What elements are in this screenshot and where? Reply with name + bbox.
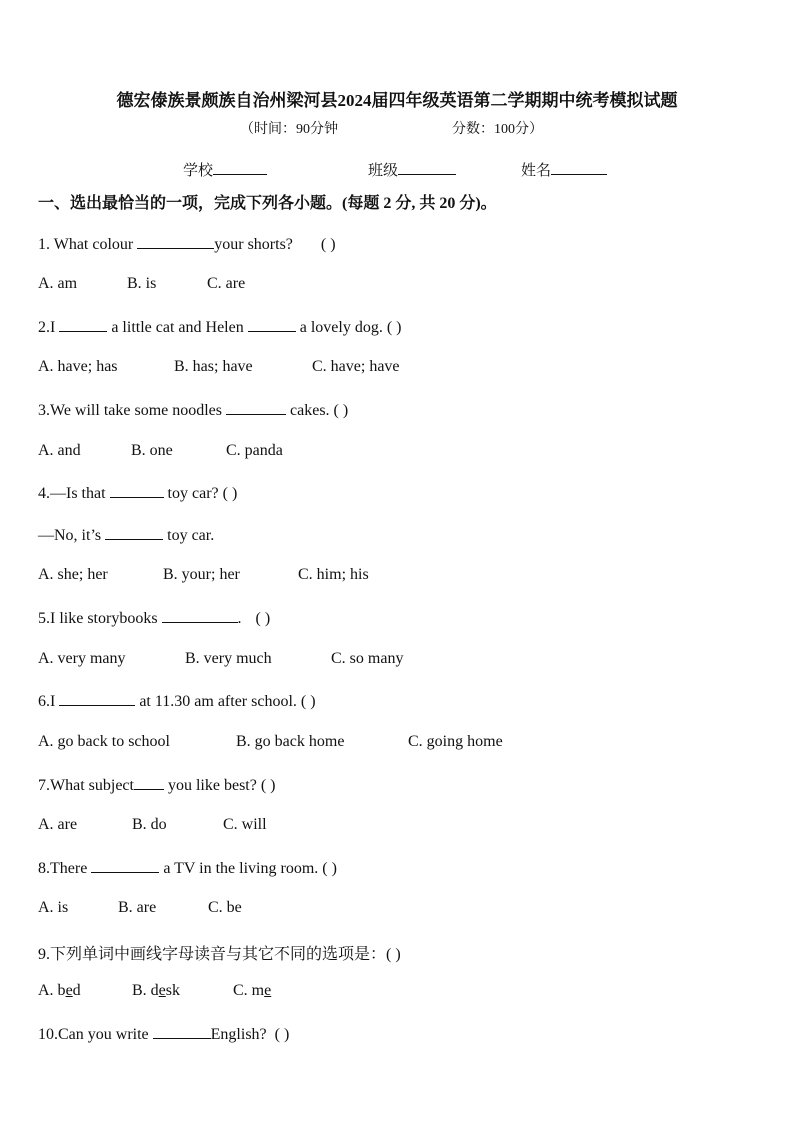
options-9 xyxy=(38,982,271,1000)
options-3 xyxy=(38,442,283,460)
answer-blank[interactable] xyxy=(162,608,238,623)
answer-blank[interactable] xyxy=(105,525,163,540)
option-b[interactable]: B. has; have xyxy=(174,358,253,375)
section-heading: 一、选出最恰当的一项，完成下列各小题。(每题 2 分, 共 20 分)。 xyxy=(38,195,497,212)
class-field[interactable] xyxy=(368,159,456,180)
answer-blank[interactable] xyxy=(59,691,135,706)
option-c[interactable]: C. panda xyxy=(226,442,283,459)
options-2 xyxy=(38,358,400,376)
answer-blank[interactable] xyxy=(110,483,164,498)
option-a[interactable]: A. and xyxy=(38,442,81,459)
question-number: 9. xyxy=(38,946,50,963)
question-text: a lovely dog. xyxy=(295,319,383,336)
question-text: I like storybooks xyxy=(50,610,162,627)
option-b[interactable]: B. are xyxy=(118,899,157,916)
question-8 xyxy=(38,858,337,878)
question-text: I xyxy=(50,319,60,336)
question-number: 4. xyxy=(38,485,50,502)
option-c[interactable] xyxy=(233,982,271,1000)
option-rest: sk xyxy=(165,982,181,999)
question-9 xyxy=(38,941,401,964)
question-5 xyxy=(38,608,270,628)
question-text: toy car? xyxy=(163,485,219,502)
question-6 xyxy=(38,691,316,711)
option-a[interactable]: A. go back to school xyxy=(38,733,170,750)
question-text: I xyxy=(50,693,60,710)
name-blank[interactable] xyxy=(551,160,607,175)
question-number: 1. xyxy=(38,236,50,253)
question-text: a little cat and Helen xyxy=(107,319,248,336)
question-text: a TV in the living room. xyxy=(159,860,319,877)
option-c[interactable]: C. so many xyxy=(331,650,404,667)
question-text: . xyxy=(237,610,242,627)
option-c[interactable]: C. be xyxy=(208,899,242,916)
option-b[interactable]: B. one xyxy=(131,442,173,459)
question-number: 6. xyxy=(38,693,50,710)
school-label: 学校 xyxy=(183,163,214,179)
question-text: Can you write xyxy=(58,1026,153,1043)
answer-paren[interactable]: ( ) xyxy=(274,1026,290,1043)
question-text: toy car. xyxy=(163,527,215,544)
question-text: What subject xyxy=(50,777,134,794)
question-text: —Is that xyxy=(50,485,110,502)
school-blank[interactable] xyxy=(213,160,267,175)
options-5 xyxy=(38,650,403,668)
option-c[interactable]: C. will xyxy=(223,816,267,833)
underlined-letter: e xyxy=(264,982,272,999)
option-c[interactable]: C. him; his xyxy=(298,566,369,583)
answer-paren[interactable]: ( ) xyxy=(255,610,271,627)
option-a[interactable]: A. are xyxy=(38,816,78,833)
option-a[interactable]: A. have; has xyxy=(38,358,118,375)
answer-blank[interactable] xyxy=(91,858,159,873)
options-1 xyxy=(38,275,245,293)
underlined-letter: e xyxy=(65,982,73,999)
question-number: 10. xyxy=(38,1026,58,1043)
question-2 xyxy=(38,317,401,337)
question-4-reply xyxy=(38,525,214,545)
option-label: C. m xyxy=(233,982,265,999)
question-number: 3. xyxy=(38,402,50,419)
option-b[interactable] xyxy=(132,982,233,1000)
answer-paren[interactable]: ( ) xyxy=(333,402,349,419)
name-field[interactable] xyxy=(521,159,607,180)
question-number: 2. xyxy=(38,319,50,336)
question-text: We will take some noodles xyxy=(50,402,227,419)
question-1 xyxy=(38,234,336,254)
option-b[interactable]: B. very much xyxy=(185,650,272,667)
question-text: —No, it’s xyxy=(38,527,106,544)
option-b[interactable]: B. go back home xyxy=(236,733,345,750)
option-c[interactable]: C. have; have xyxy=(312,358,400,375)
answer-paren[interactable]: ( ) xyxy=(322,860,337,877)
question-text: at 11.30 am after school. xyxy=(135,693,297,710)
option-b[interactable]: B. do xyxy=(132,816,167,833)
option-c[interactable]: C. are xyxy=(207,275,246,292)
question-text: you like best? xyxy=(163,777,257,794)
question-text: What colour xyxy=(50,236,138,253)
answer-blank[interactable] xyxy=(226,400,286,415)
question-3 xyxy=(38,400,348,420)
class-label: 班级 xyxy=(368,163,399,179)
options-6 xyxy=(38,733,503,751)
question-number: 5. xyxy=(38,610,50,627)
option-c[interactable]: C. going home xyxy=(408,733,503,750)
answer-paren[interactable]: ( ) xyxy=(386,946,401,963)
option-a[interactable]: A. is xyxy=(38,899,69,916)
option-a[interactable]: A. very many xyxy=(38,650,126,667)
option-rest: d xyxy=(72,982,81,999)
answer-blank[interactable] xyxy=(134,775,164,790)
question-text: English? xyxy=(210,1026,267,1043)
answer-blank[interactable] xyxy=(248,317,296,332)
option-label: B. d xyxy=(132,982,159,999)
answer-paren[interactable]: ( ) xyxy=(386,319,402,336)
page-title: 德宏傣族景颇族自治州梁河县2024届四年级英语第二学期期中统考模拟试题 xyxy=(116,91,678,110)
answer-paren[interactable]: ( ) xyxy=(300,693,316,710)
answer-blank[interactable] xyxy=(137,234,214,249)
name-label: 姓名 xyxy=(521,163,552,179)
question-7 xyxy=(38,775,276,795)
answer-paren[interactable]: ( ) xyxy=(260,777,276,794)
answer-blank[interactable] xyxy=(153,1024,211,1039)
option-a[interactable]: A. am xyxy=(38,275,78,292)
question-text: your shorts? xyxy=(214,236,293,253)
option-a[interactable]: A. she; her xyxy=(38,566,108,583)
question-10 xyxy=(38,1024,289,1044)
option-b[interactable]: B. your; her xyxy=(163,566,240,583)
question-number: 8. xyxy=(38,860,50,877)
question-text: 下列单词中画线字母读音与其它不同的选项是： xyxy=(50,946,387,963)
question-number: 7. xyxy=(38,777,50,794)
options-4 xyxy=(38,566,369,584)
school-field[interactable] xyxy=(183,159,267,180)
question-4 xyxy=(38,483,237,503)
answer-paren[interactable]: ( ) xyxy=(320,236,336,253)
answer-blank[interactable] xyxy=(59,317,107,332)
option-b[interactable]: B. is xyxy=(127,275,157,292)
time-info: （时间：90分钟 xyxy=(240,122,338,137)
options-8 xyxy=(38,899,242,917)
question-text: There xyxy=(50,860,92,877)
answer-paren[interactable]: ( ) xyxy=(222,485,238,502)
options-7 xyxy=(38,816,267,834)
question-text: cakes. xyxy=(286,402,330,419)
option-a[interactable] xyxy=(38,982,132,1000)
class-blank[interactable] xyxy=(398,160,456,175)
underlined-letter: e xyxy=(158,982,166,999)
score-info: 分数：100分） xyxy=(452,122,543,137)
option-label: A. b xyxy=(38,982,66,999)
